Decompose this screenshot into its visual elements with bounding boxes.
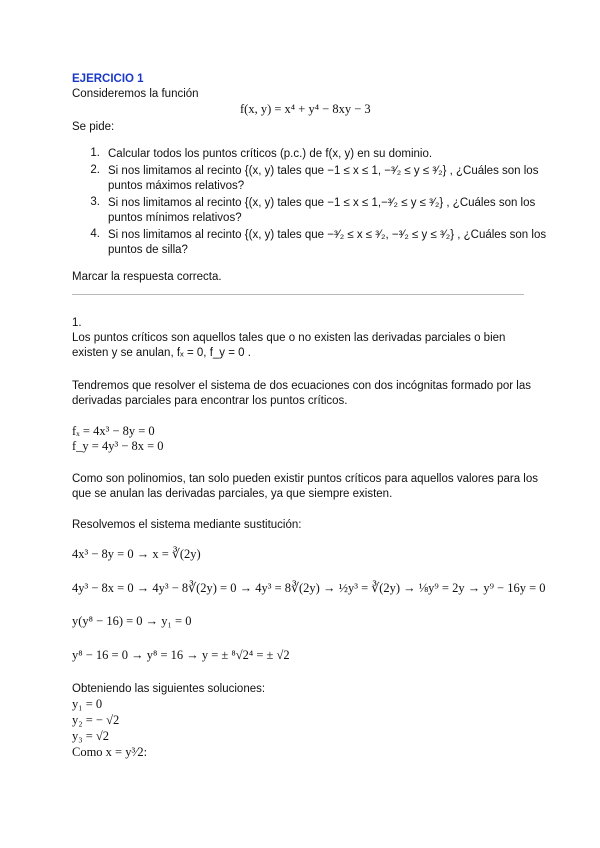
solution-value: y₂ = − √2 — [72, 713, 120, 727]
paragraph-line: existen y se anulan, fₓ = 0, f_y = 0 . — [72, 347, 251, 359]
paragraph-line: Obteniendo las siguientes soluciones: — [72, 683, 266, 695]
paragraph-line: derivadas parciales para encontrar los puntos críticos. — [72, 395, 348, 407]
task-number: 4. — [90, 228, 100, 240]
equation: y⁸ − 16 = 0 → y⁸ = 16 → y = ± ⁸√2⁴ = ± √2 — [72, 648, 290, 662]
solution-label: 1. — [72, 317, 82, 329]
paragraph-line: Como son polinomios, tan solo pueden existir puntos críticos para aquellos valores para los — [72, 473, 539, 485]
instruction-text: Marcar la respuesta correcta. — [72, 271, 222, 283]
function-equation: f(x, y) = x⁴ + y⁴ − 8xy − 3 — [240, 102, 371, 116]
partial-derivative-y: f_y = 4y³ − 8x = 0 — [72, 439, 164, 453]
partial-derivative-x: fₓ = 4x³ − 8y = 0 — [72, 424, 155, 438]
exercise-title: EJERCICIO 1 — [72, 73, 144, 85]
intro-text: Consideremos la función — [72, 88, 199, 100]
paragraph-line: Como x = y³⁄2: — [72, 745, 148, 759]
task-number: 1. — [90, 147, 100, 159]
equation: 4x³ − 8y = 0 → x = ∛(2y) — [72, 547, 201, 561]
equation: y(y⁸ − 16) = 0 → y₁ = 0 — [72, 614, 192, 628]
task-number: 2. — [90, 164, 100, 176]
paragraph-line: Resolvemos el sistema mediante sustitución: — [72, 519, 302, 531]
paragraph-line: que se anulan las derivadas parciales, ya que siempre existen. — [72, 488, 393, 500]
solution-value: y₁ = 0 — [72, 697, 103, 711]
task-line: puntos mínimos relativos? — [108, 212, 242, 224]
task-line: Si nos limitamos al recinto {(x, y) tales que −1 ≤ x ≤ 1,−³⁄₂ ≤ y ≤ ³⁄₂} , ¿Cuáles son los — [108, 197, 536, 209]
task-number: 3. — [90, 196, 100, 208]
prompt-text: Se pide: — [72, 121, 115, 133]
task-line: puntos de silla? — [108, 244, 188, 256]
paragraph-line: Los puntos críticos son aquellos tales que o no existen las derivadas parciales o bien — [72, 332, 506, 344]
paragraph-line: Tendremos que resolver el sistema de dos ecuaciones con dos incógnitas formado por las — [72, 380, 531, 392]
section-divider — [72, 294, 524, 295]
equation: 4y³ − 8x = 0 → 4y³ − 8∛(2y) = 0 → 4y³ = 8∛(2y) → ½y³ = ∛(2y) → ⅛y⁹ = 2y → y⁹ − 16y = 0 — [72, 581, 546, 595]
task-line: Si nos limitamos al recinto {(x, y) tales que −1 ≤ x ≤ 1, −³⁄₂ ≤ y ≤ ³⁄₂} , ¿Cuáles son los — [108, 165, 539, 177]
task-line: Si nos limitamos al recinto {(x, y) tales que −³⁄₂ ≤ x ≤ ³⁄₂, −³⁄₂ ≤ y ≤ ³⁄₂} , ¿Cuáles son los — [108, 229, 547, 241]
task-line: puntos máximos relativos? — [108, 180, 245, 192]
solution-value: y₃ = √2 — [72, 729, 110, 743]
task-line: Calcular todos los puntos críticos (p.c.) de f(x, y) en su dominio. — [108, 148, 433, 160]
